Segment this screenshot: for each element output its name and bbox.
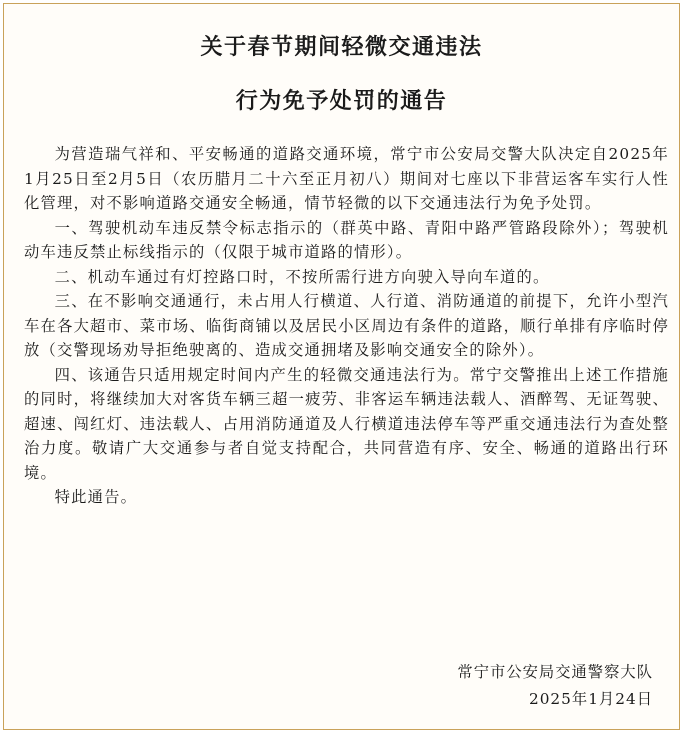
signature-date: 2025年1月24日 [528, 690, 653, 708]
notice-paragraph-intro: 为营造瑞气祥和、平安畅通的道路交通环境，常宁市公安局交警大队决定自2025年1月25日至2月5日（农历腊月二十六至正月初八）期间对七座以下非营运客车实行人性化管理，对不影响道路交通安全畅通，情节轻微的以下交通违法行为免予处罚。 [24, 145, 669, 212]
signature-organization: 常宁市公安局交通警察大队 [457, 663, 653, 681]
notice-document [3, 3, 680, 730]
notice-title-line-2: 行为免予处罚的通告 [235, 89, 448, 114]
notice-paragraph-item-1: 一、驾驶机动车违反禁令标志指示的（群英中路、青阳中路严管路段除外）；驾驶机动车违反禁止标线指示的（仅限于城市道路的情形）。 [24, 218, 669, 261]
notice-paragraph-item-2: 二、机动车通过有灯控路口时，不按所需行进方向驶入导向车道的。 [54, 267, 550, 286]
notice-paragraph-item-3: 三、在不影响交通通行，未占用人行横道、人行道、消防通道的前提下，允许小型汽车在各大超市、菜市场、临街商铺以及居民小区周边有条件的道路，顺行单排有序临时停放（交警现场劝导拒绝驶离的、造成交通拥堵及影响交通安全的除外）。 [24, 292, 669, 359]
notice-paragraph-closing: 特此通告。 [54, 488, 138, 506]
notice-body [24, 142, 669, 510]
notice-paragraph-item-4: 四、该通告只适用规定时间内产生的轻微交通违法行为。常宁交警推出上述工作措施的同时，将继续加大对客货车辆三超一疲劳、非客运车辆违法载人、酒醉驾、无证驾驶、超速、闯红灯、违法载人、占用消防通道及人行横道违法停车等严重交通违法行为查处整治力度。敬请广大交通参与者自觉支持配合，共同营造有序、安全、畅通的道路出行环境。 [24, 365, 669, 482]
notice-title-line-1: 关于春节期间轻微交通违法 [200, 35, 483, 60]
